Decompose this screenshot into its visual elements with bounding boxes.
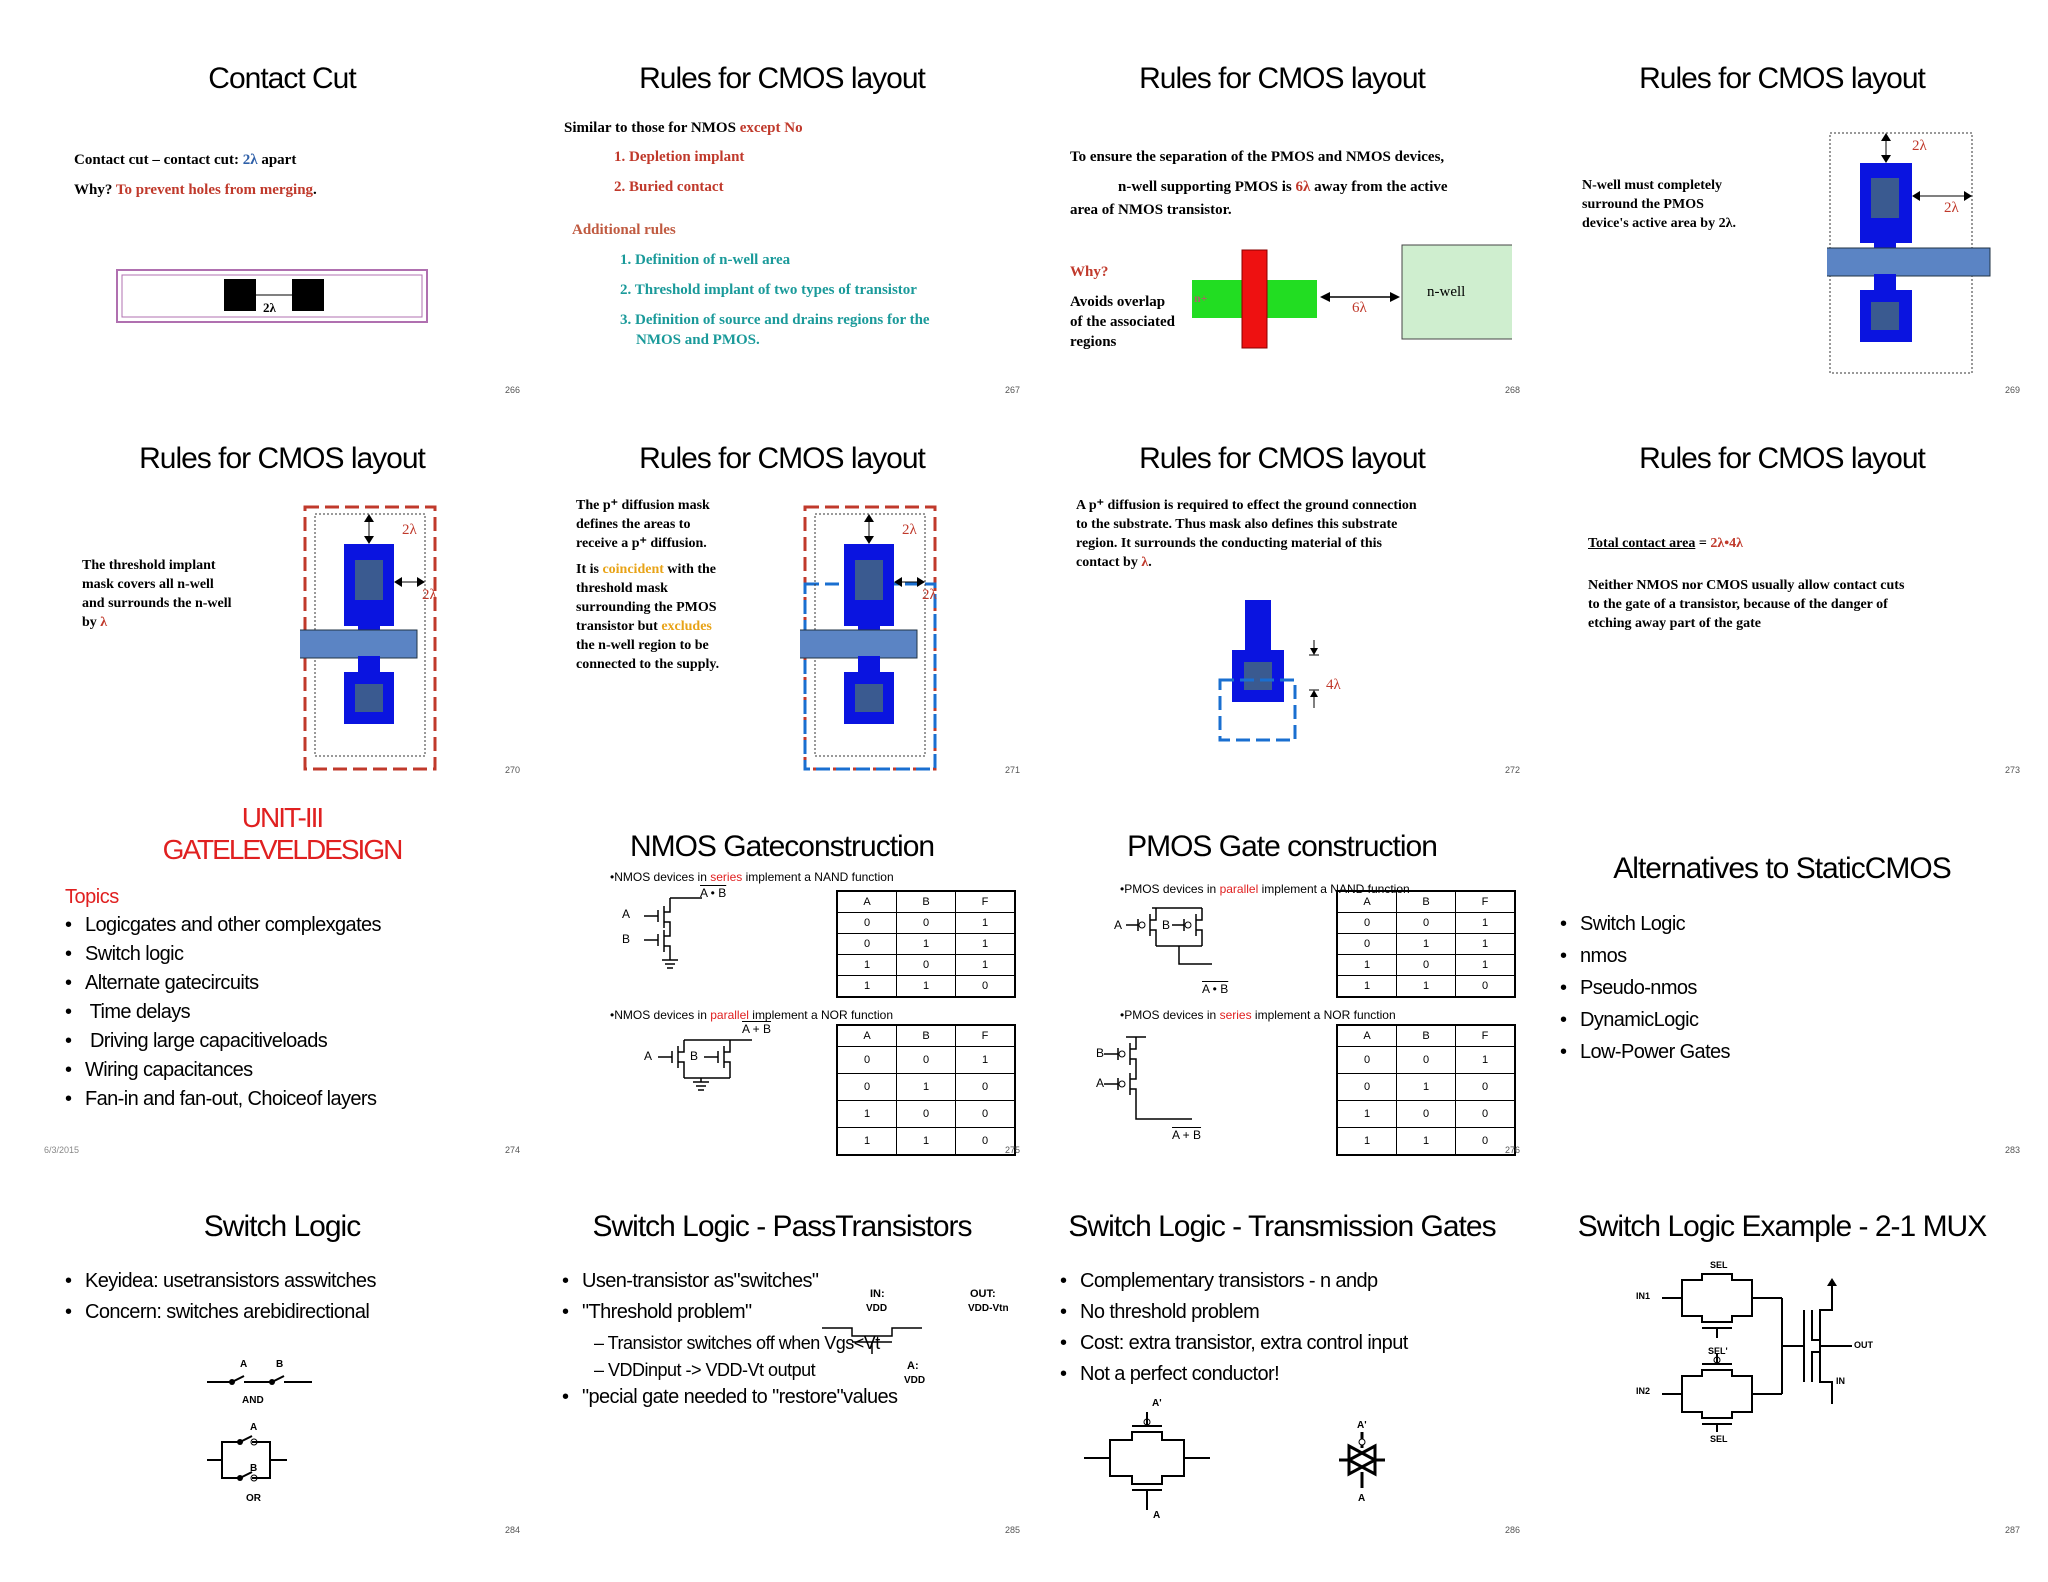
additional-rules: Additional rules [572,222,676,238]
slide-274 [32,790,532,1165]
nand-truth-table: A B F 0 0 1 0 1 1 1 0 1 1 1 0 [1336,890,1516,998]
input-b: B [1162,918,1171,932]
topic-item: • Switch logic [65,940,381,969]
slide-268 [1032,30,1532,405]
slide-number: 273 [2004,765,2020,775]
sub-item: – Transistor switches off when Vgs<Vt [594,1333,880,1353]
tg-symbol-abar: A' [1357,1420,1367,1431]
slide-283 [1532,790,2032,1165]
tgate-list [1060,1266,1408,1390]
text-4: contact by λ. [1076,555,1152,570]
why-line: Why? To prevent holes from merging. [74,182,317,198]
slide-number: 270 [504,765,520,775]
pdiff-diagram [800,502,1000,782]
dim-side: 2λ [922,587,937,603]
total-contact-area: Total contact area = 2λ•4λ [1588,536,1743,551]
unit-subtitle: GATELEVELDESIGN [162,834,402,865]
slide-271 [532,410,1032,785]
slide-title: Switch Logic - PassTransistors [592,1210,972,1243]
switch-list [65,1266,376,1328]
gate-label: A: [907,1360,919,1372]
slide-number: 266 [504,385,520,395]
slide-number: 269 [2004,385,2020,395]
slide-title: Rules for CMOS layout [1639,62,1925,95]
slide-273 [1532,410,2032,785]
list-item: • Low-Power Gates [1560,1036,1730,1068]
p2: It is coincident with the [576,562,717,577]
in-vdd: VDD [866,1303,888,1314]
topic-item: • Driving large capacitiveloads [65,1027,381,1056]
sel-label-bottom: SEL [1710,1434,1728,1444]
input-b: B [622,932,631,946]
slide-number: 271 [1004,765,1020,775]
slide-269 [1532,30,2032,405]
list-item: • Switch Logic [1560,908,1730,940]
text-3: and surrounds the n-well [82,596,232,611]
slide-287 [1532,1170,2032,1545]
input-a: A [644,1049,653,1063]
list-item: • Pseudo-nmos [1560,972,1730,1004]
nand-truth-table: A B F 0 0 1 0 1 1 1 0 1 1 1 0 [836,890,1016,998]
nplus-label: n+ [1194,291,1208,305]
out-label: OUT: [970,1288,996,1300]
input-a: A [1114,918,1123,932]
slide-title: Rules for CMOS layout [1139,62,1425,95]
rule-3: 3. Definition of source and drains regions for the [620,312,930,328]
slide-date: 6/3/2015 [44,1145,80,1155]
label-b: B [250,1463,258,1474]
text-1: N-well must completely [1582,178,1722,193]
text-line-1: To ensure the separation of the PMOS and NMOS devices, [1070,149,1445,165]
nor-caption: •PMOS devices in series implement a NOR function [1120,1008,1396,1022]
slide-title: Rules for CMOS layout [639,62,925,95]
slide-title: Rules for CMOS layout [139,442,425,475]
tg-abar: A' [1152,1398,1162,1409]
tg-symbol-a: A [1358,1493,1366,1504]
nwell-diagram [1827,130,2007,405]
label-a: A [250,1422,258,1433]
nand-output: A • B [700,886,727,900]
topic-item: • Fan-in and fan-out, Choiceof layers [65,1085,381,1114]
avoid-2: of the associated [1070,314,1175,330]
p5-1: the n-well region to be [576,638,709,653]
list-item: • No threshold problem [1060,1297,1408,1328]
text-3: device's active area by 2λ. [1582,216,1736,231]
dim-side: 2λ [1944,200,1959,216]
text-3: etching away part of the gate [1588,616,1762,631]
slide-number: 284 [504,1525,520,1535]
slide-title: Contact Cut [208,62,356,95]
text-4: by λ [82,615,108,630]
list-item: • nmos [1560,940,1730,972]
input-b: B [690,1049,699,1063]
transmission-gate-schematic [1082,1410,1212,1520]
pass-list-2 [562,1383,897,1412]
list-item: • DynamicLogic [1560,1004,1730,1036]
input-a: A [622,907,631,921]
text-2: to the substrate. Thus mask also defines this substrate [1076,517,1398,532]
text-1: Neither NMOS nor CMOS usually allow contact cuts [1588,578,1905,593]
slide-number: 272 [1504,765,1520,775]
label-a: A [240,1359,248,1370]
slide-number: 286 [1504,1525,1520,1535]
slide-286 [1032,1170,1532,1545]
mux-schematic [1632,1270,1892,1530]
text-1: A p⁺ diffusion is required to effect the ground connection [1076,498,1417,513]
nor-output: A + B [1172,1128,1202,1142]
dim-top: 2λ [902,522,917,538]
in-label: IN: [870,1288,885,1300]
label-b: B [276,1359,284,1370]
item-2: 2. Buried contact [614,179,724,195]
selb-label: SEL' [1708,1346,1728,1356]
text-2: to the gate of a transistor, because of the danger of [1588,597,1888,612]
in1-label: IN1 [1636,1291,1651,1301]
alternatives-list [1560,908,1730,1068]
slide-285 [532,1170,1032,1545]
list-item: • Cost: extra transistor, extra control input [1060,1328,1408,1359]
topic-item: • Alternate gatecircuits [65,969,381,998]
nand-caption: •NMOS devices in series implement a NAND function [610,870,894,884]
unit-title: UNIT-III [241,802,323,833]
list-item: • Not a perfect conductor! [1060,1359,1408,1390]
sub-item: – VDDinput -> VDD-Vt output [594,1360,816,1380]
text-2: mask covers all n-well [82,577,214,592]
gate-vdd: VDD [904,1375,926,1386]
nmos-nor-schematic [622,1028,772,1098]
slide-title: PMOS Gate construction [1127,830,1437,863]
list-item: • Concern: switches arebidirectional [65,1297,376,1328]
p3-1: threshold mask [576,581,668,596]
and-label: AND [242,1395,264,1406]
nmos-nand-schematic [622,890,752,980]
slide-270 [32,410,532,785]
topics-list [65,911,381,1114]
rule-3-cont: NMOS and PMOS. [636,332,760,348]
slide-title: NMOS Gateconstruction [629,830,935,863]
slide-title: Switch Logic [203,1210,361,1243]
pmos-nor-schematic [1102,1035,1252,1135]
dim-top: 2λ [402,522,417,538]
slide-title: Rules for CMOS layout [1139,442,1425,475]
slide-266 [32,30,532,405]
pass-transistor-schematic [822,1308,942,1358]
contact-rule: Contact cut – contact cut: 2λ apart [74,152,297,168]
p1-1: The p⁺ diffusion mask [576,498,710,513]
dim-side: 2λ [422,587,437,603]
text-1: The threshold implant [82,558,216,573]
slide-title: Switch Logic Example - 2-1 MUX [1577,1210,1987,1243]
sel-label: SEL [1710,1260,1728,1270]
slide-number: 275 [1004,1145,1020,1155]
p4: transistor but excludes [576,619,712,634]
threshold-diagram [300,502,500,782]
slide-number: 287 [2004,1525,2020,1535]
nand-caption: •PMOS devices in parallel implement a NAND function [1120,882,1410,896]
or-label: OR [246,1493,261,1504]
slide-272 [1032,410,1532,785]
and-or-switch-diagram [202,1360,342,1490]
item-1: 1. Depletion implant [614,149,745,165]
slide-267 [532,30,1032,405]
nwell-label: n-well [1427,284,1466,300]
dim-label: 2λ [263,300,276,315]
slide-title: Alternatives to StaticCMOS [1613,852,1951,885]
pass-list-1 [562,1266,818,1328]
list-item: • "Threshold problem" [562,1297,818,1328]
slide-number: 283 [2004,1145,2020,1155]
topic-item: • Wiring capacitances [65,1056,381,1085]
out-vdd: VDD-Vtn [968,1303,1009,1314]
tg-a: A [1153,1510,1161,1521]
nor-caption: •NMOS devices in parallel implement a NOR function [610,1008,893,1022]
text-line-2: n-well supporting PMOS is 6λ away from the active [1118,179,1448,195]
topic-item: • Time delays [65,998,381,1027]
text-line-3: area of NMOS transistor. [1070,202,1232,218]
dim-label: 4λ [1326,677,1341,693]
p3-2: surrounding the PMOS [576,600,717,615]
why: Why? [1070,264,1109,280]
dim-top: 2λ [1912,138,1927,154]
nand-output: A • B [1202,982,1229,996]
pmos-nand-schematic [1102,900,1262,990]
list-item: • Complementary transistors - n andp [1060,1266,1408,1297]
transmission-gate-symbol [1337,1430,1387,1490]
input-a: A [1096,1076,1105,1090]
nor-truth-table: A B F 0 0 1 0 1 0 1 0 0 1 1 0 [1336,1024,1516,1156]
list-item: • Usen-transistor as"switches" [562,1266,818,1297]
p1-2: defines the areas to [576,517,691,532]
slide-number: 267 [1004,385,1020,395]
avoid-1: Avoids overlap [1070,294,1166,310]
in2-label: IN2 [1636,1386,1651,1396]
slide-number: 276 [1504,1145,1520,1155]
nor-truth-table: A B F 0 0 1 0 1 0 1 0 0 1 1 0 [836,1024,1016,1156]
p1-3: receive a p⁺ diffusion. [576,536,707,551]
topics-heading: Topics [65,886,119,908]
list-item: • "pecial gate needed to "restore"values [562,1383,897,1412]
list-item: • Keyidea: usetransistors asswitches [65,1266,376,1297]
nor-output: A + B [742,1022,772,1036]
text-3: region. It surrounds the conducting material of this [1076,536,1382,551]
slide-number: 285 [1004,1525,1020,1535]
slide-title: Rules for CMOS layout [1639,442,1925,475]
input-b: B [1096,1046,1105,1060]
slide-275 [532,790,1032,1165]
text-2: surround the PMOS [1582,197,1704,212]
slide-number: 274 [504,1145,520,1155]
rule-1: 1. Definition of n-well area [620,252,791,268]
slide-title: Rules for CMOS layout [639,442,925,475]
slide-title: Switch Logic - Transmission Gates [1068,1210,1496,1243]
slide-number: 268 [1504,385,1520,395]
topic-item: • Logicgates and other complexgates [65,911,381,940]
slide-276 [1032,790,1532,1165]
out-label: OUT [1854,1340,1873,1350]
avoid-3: regions [1070,334,1117,350]
in-label: IN [1836,1376,1845,1386]
intro: Similar to those for NMOS except No [564,120,803,136]
rule-2: 2. Threshold implant of two types of transistor [620,282,917,298]
p5-2: connected to the supply. [576,657,720,672]
dim-label: 6λ [1352,300,1367,316]
slide-284 [32,1170,532,1545]
